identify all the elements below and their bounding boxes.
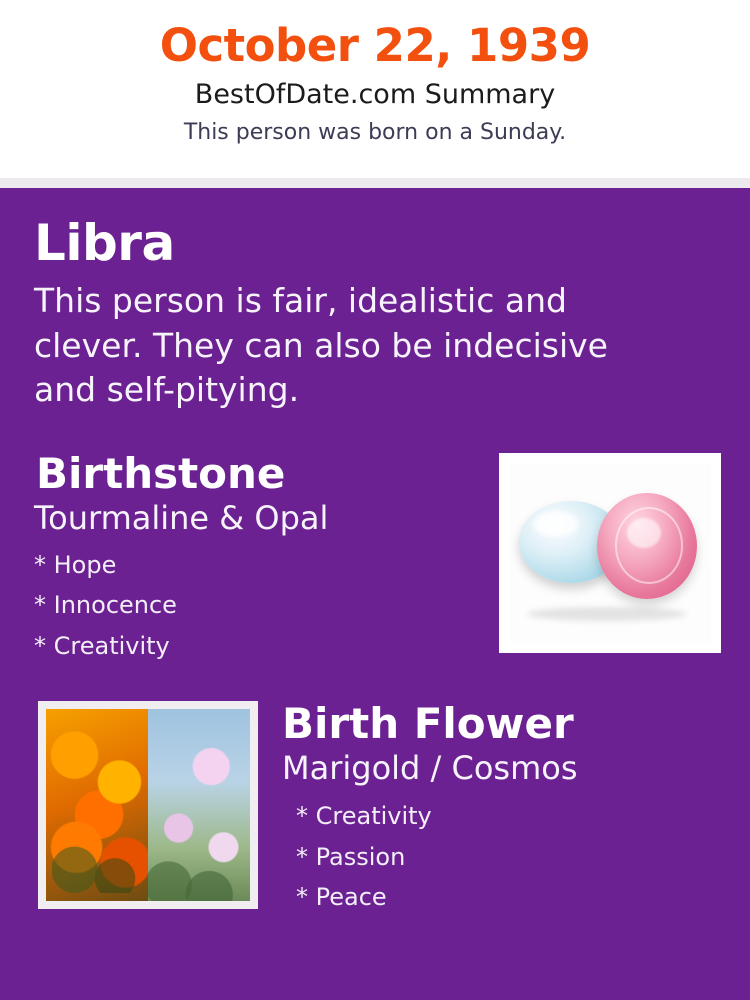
birthflower-trait: * Peace xyxy=(296,883,387,911)
birth-day-note: This person was born on a Sunday. xyxy=(183,119,567,145)
tourmaline-gem-icon xyxy=(597,493,697,599)
birthflower-names: Marigold / Cosmos xyxy=(282,748,578,787)
site-name: BestOfDate.com Summary xyxy=(194,79,556,111)
birthstone-text xyxy=(30,448,470,665)
birthstone-trait: * Innocence xyxy=(34,591,177,620)
birthstone-title: Birthstone xyxy=(36,448,286,498)
birthflower-title: Birth Flower xyxy=(282,698,574,748)
card-header xyxy=(0,0,750,178)
birthstone-trait: * Creativity xyxy=(34,631,170,660)
birthstone-image xyxy=(499,453,721,653)
zodiac-sign-name: Libra xyxy=(34,214,175,272)
birthstone-trait: * Hope xyxy=(34,551,117,580)
header-divider xyxy=(0,178,750,188)
gem-shadow xyxy=(527,607,687,621)
birthflower-trait: * Creativity xyxy=(296,802,432,831)
birthstone-image-inner xyxy=(509,463,711,643)
birthflower-text xyxy=(282,698,720,917)
birthstone-section xyxy=(30,448,720,671)
birthstone-names: Tourmaline & Opal xyxy=(34,498,329,537)
cosmos-flower-icon xyxy=(148,709,250,901)
birthflower-trait: * Passion xyxy=(296,842,406,871)
details-panel xyxy=(0,188,750,1000)
page-title: October 22, 1939 xyxy=(159,19,591,72)
zodiac-description: This person is fair, idealistic and clever. They can also be indecisive and self-pitying. xyxy=(34,281,608,410)
marigold-flower-icon xyxy=(46,709,148,901)
birthflower-section xyxy=(30,698,720,921)
birthflower-image xyxy=(38,701,258,909)
birthflower-image-inner xyxy=(46,709,250,901)
